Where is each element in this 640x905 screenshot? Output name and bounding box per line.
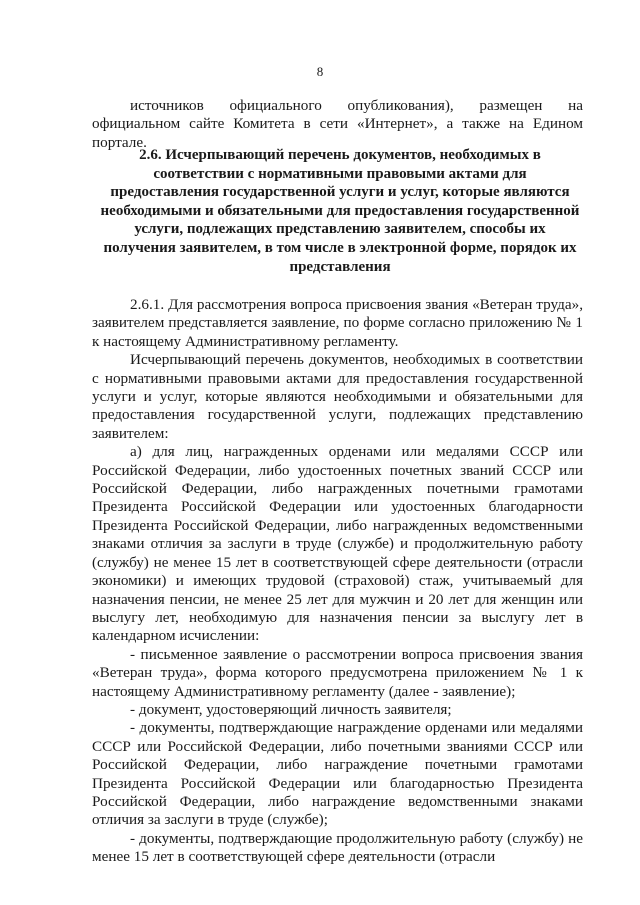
paragraph: - письменное заявление о рассмотрении вопроса присвоения звания «Ветеран труда», форма которого предусмотрена приложением № 1 к настоящему Административному регламенту (далее - заявление); (92, 645, 583, 700)
intro-block (92, 97, 583, 152)
paragraph: Исчерпывающий перечень документов, необходимых в соответствии с нормативными правовыми актами для предоставления государственной услуги и услуг, которые являются необходимыми и обязательными для предоставления государственной услуги, подлежащих представлению заявителем: (92, 351, 583, 442)
paragraph: 2.6.1. Для рассмотрения вопроса присвоения звания «Ветеран труда», заявителем представляется заявление, по форме согласно приложению № 1 к настоящему Административному регламенту. (92, 296, 583, 350)
paragraph: - документы, подтверждающие награждение орденами или медалями СССР или Российской Федерации, либо почетными званиями СССР или Российской Федерации, либо награждение почетными грамотами Президента Российской Федерации или благодарностью Президента Российской Федерации, либо награждение ведомственными знаками отличия за заслуги в труде (службе); (92, 719, 583, 829)
paragraph: - документы, подтверждающие продолжительную работу (службу) не менее 15 лет в соответствующей сфере деятельности (отрасли (92, 829, 583, 866)
section-heading: 2.6. Исчерпывающий перечень документов, необходимых в соответствии с нормативными правовыми актами для предоставления государственной услуги и услуг, которые являются необходимыми и обязательными для предоставления государственной услуги, подлежащих представлению заявителем, способы их получения заявителем, в том числе в электронной форме, порядок их представления (100, 147, 580, 275)
page-number: 8 (316, 64, 324, 79)
content-block (92, 296, 583, 867)
paragraph: а) для лиц, награжденных орденами или медалями СССР или Российской Федерации, либо удостоенных почетных званий СССР или Российской Федерации, либо награжденных почетными грамотами Президента Российской Федерации или удостоенных благодарности Президента Российской Федерации, либо награжденных ведомственными знаками отличия за заслуги в труде (службе) и продолжительную работу (службу) не менее 15 лет в соответствующей сфере деятельности (отрасли экономики) и имеющих трудовой (страховой) стаж, учитываемый для назначения пенсии, не менее 25 лет для мужчин и 20 лет для женщин или выслугу лет, необходимую для назначения пенсии за выслугу лет в календарном исчислении: (92, 443, 583, 645)
paragraph: - документ, удостоверяющий личность заявителя; (130, 700, 452, 718)
intro-paragraph: источников официального опубликования), размещен на официальном сайте Комитета в сети «Интернет», а также на Едином портале. (92, 97, 583, 151)
